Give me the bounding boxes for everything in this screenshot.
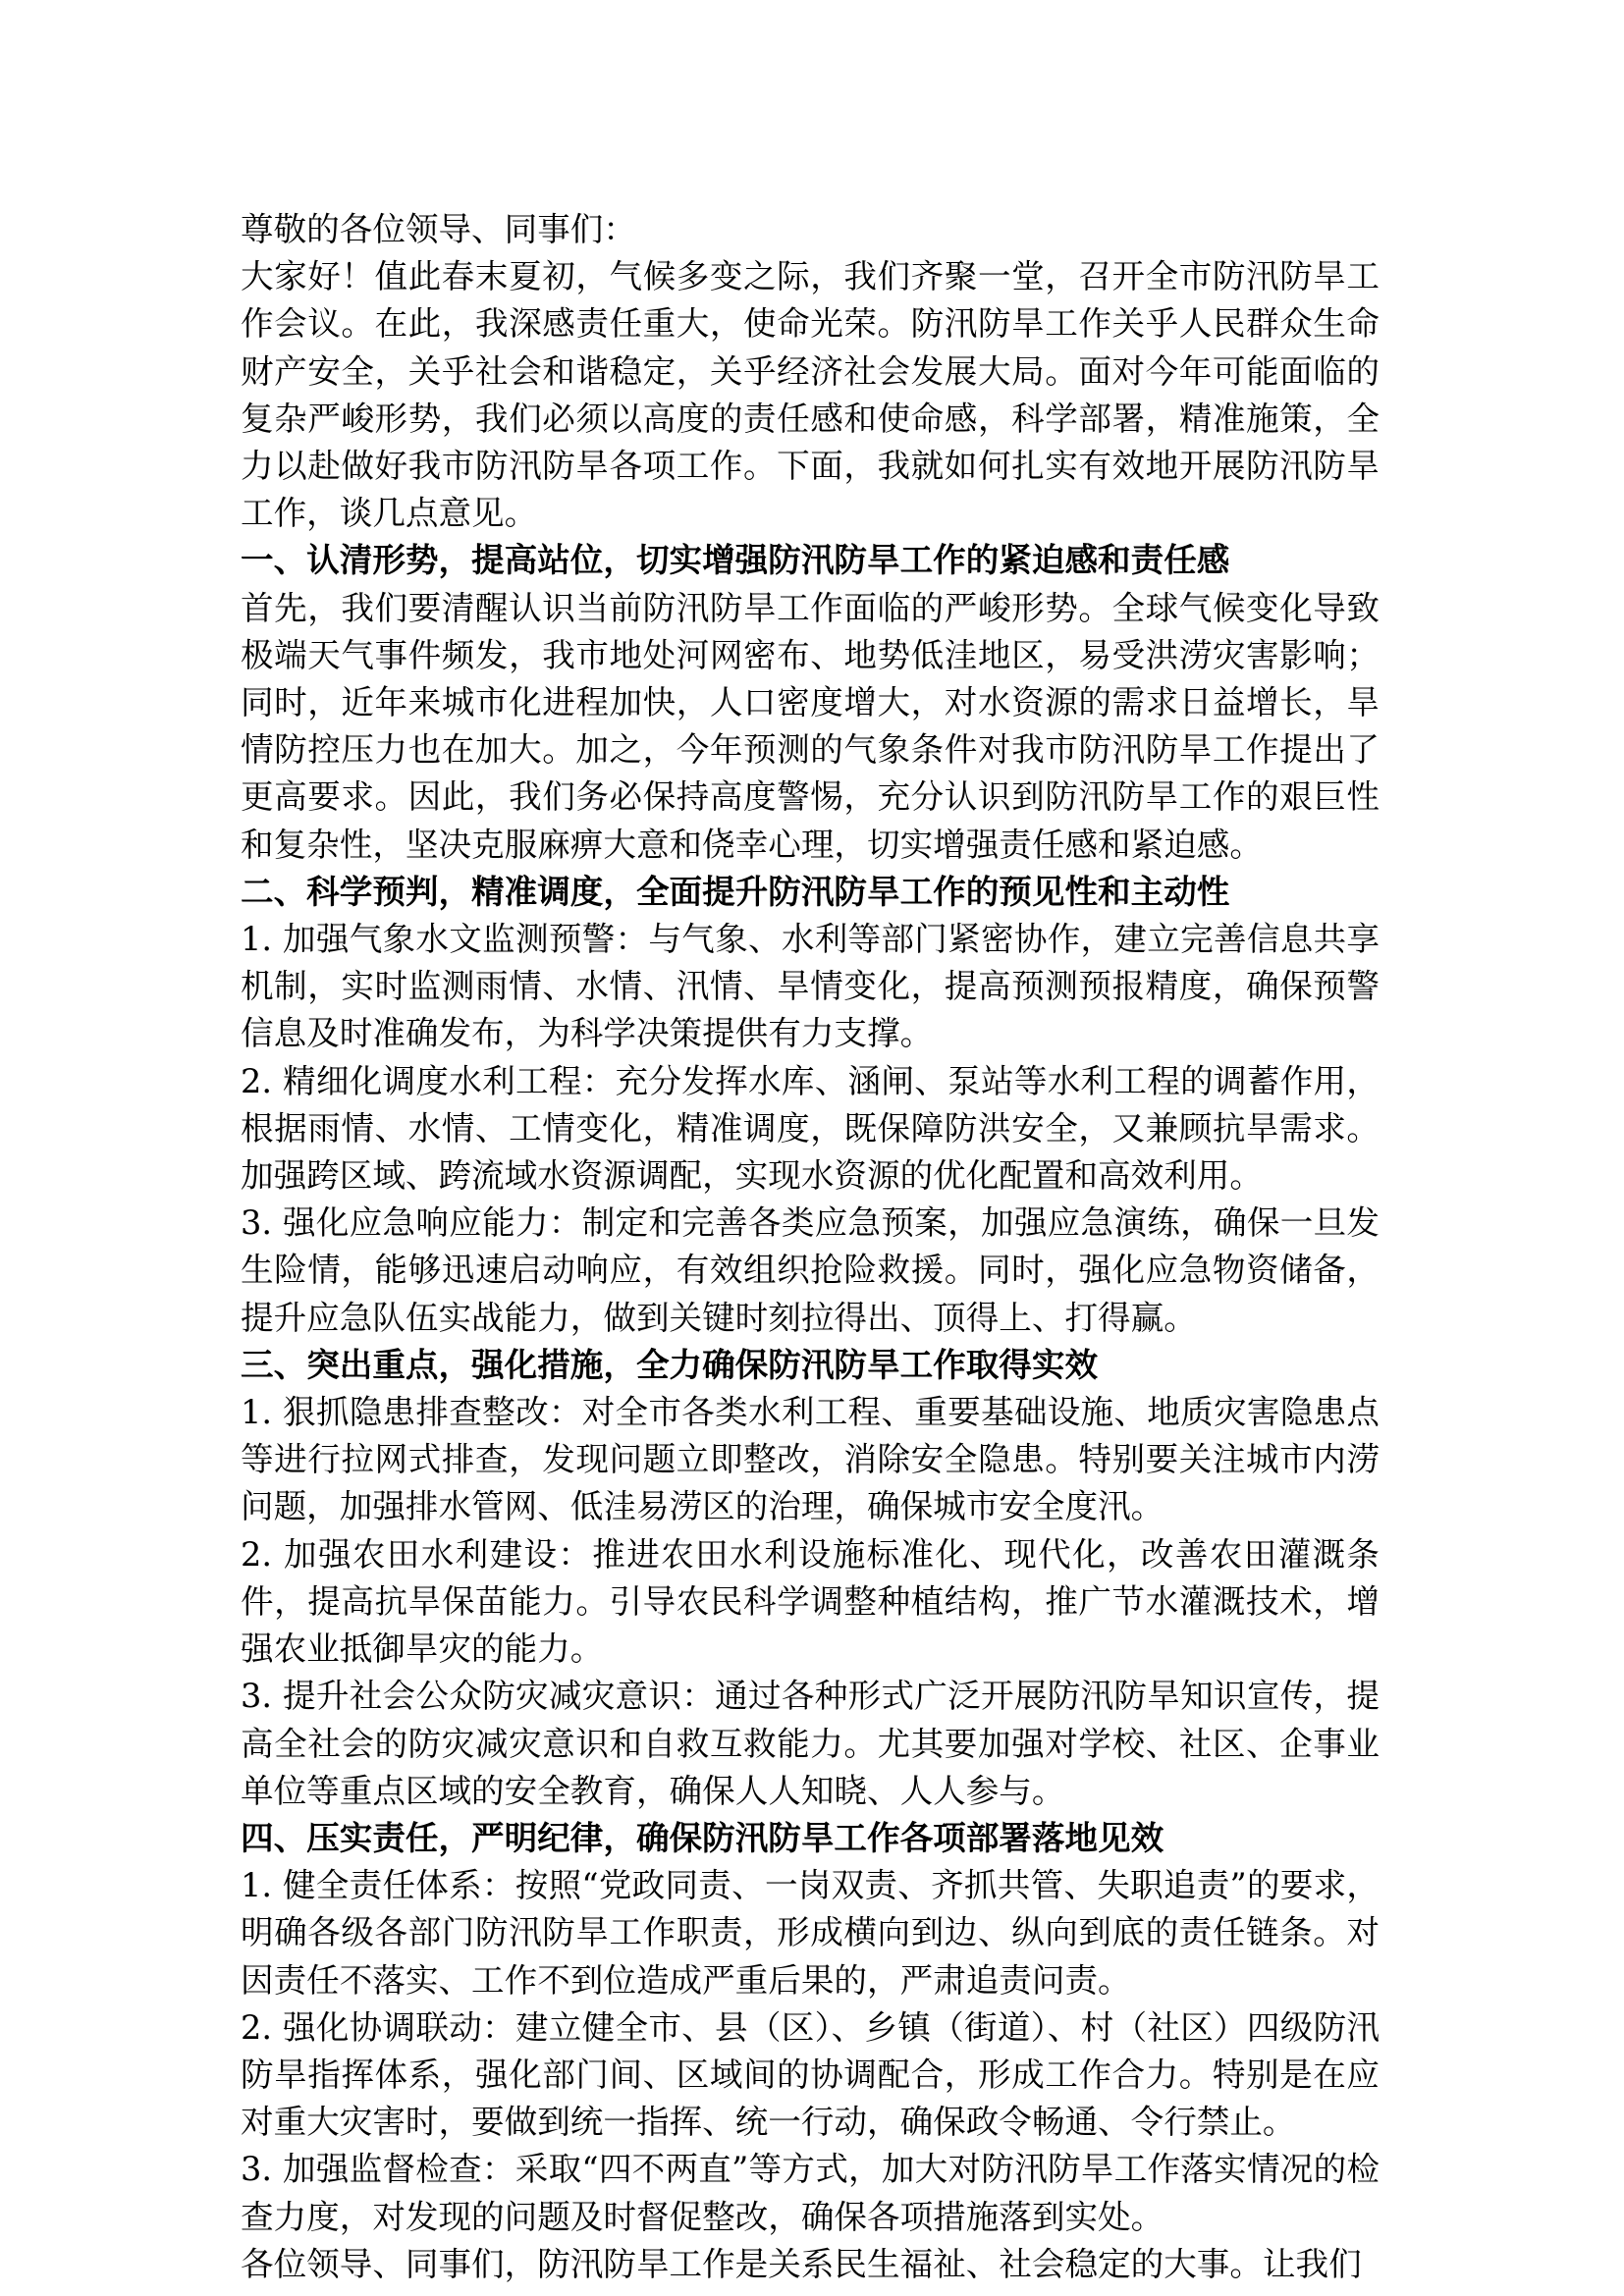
section-3-item-3: 3. 提升社会公众防灾减灾意识：通过各种形式广泛开展防汛防旱知识宣传，提高全社会的防灾减灾意识和自救互救能力。尤其要加强对学校、社区、企事业单位等重点区域的安全教育，确保人人知晓、人人参与。 bbox=[241, 1677, 1380, 1810]
section-2-item-1: 1. 加强气象水文监测预警：与气象、水利等部门紧密协作，建立完善信息共享机制，实时监测雨情、水情、汛情、旱情变化，提高预测预报精度，确保预警信息及时准确发布，为科学决策提供有力支撑。 bbox=[241, 920, 1380, 1053]
section-4-item-1: 1. 健全责任体系：按照“党政同责、一岗双责、齐抓共管、失职追责”的要求，明确各级各部门防汛防旱工作职责，形成横向到边、纵向到底的责任链条。对因责任不落实、工作不到位造成严重后果的，严肃追责问责。 bbox=[241, 1866, 1380, 2000]
section-1-paragraph-1: 首先，我们要清醒认识当前防汛防旱工作面临的严峻形势。全球气候变化导致极端天气事件频发，我市地处河网密布、地势低洼地区，易受洪涝灾害影响；同时，近年来城市化进程加快，人口密度增大，对水资源的需求日益增长，旱情防控压力也在加大。加之，今年预测的气象条件对我市防汛防旱工作提出了更高要求。因此，我们务必保持高度警惕，充分认识到防汛防旱工作的艰巨性和复杂性，坚决克服麻痹大意和侥幸心理，切实增强责任感和紧迫感。 bbox=[241, 588, 1380, 864]
intro-paragraph: 大家好！值此春末夏初，气候多变之际，我们齐聚一堂，召开全市防汛防旱工作会议。在此，我深感责任重大，使命光荣。防汛防旱工作关乎人民群众生命财产安全，关乎社会和谐稳定，关乎经济社会发展大局。面对今年可能面临的复杂严峻形势，我们必须以高度的责任感和使命感，科学部署，精准施策，全力以赴做好我市防汛防旱各项工作。下面，我就如何扎实有效地开展防汛防旱工作，谈几点意见。 bbox=[241, 257, 1380, 533]
section-2-item-2: 2. 精细化调度水利工程：充分发挥水库、涵闸、泵站等水利工程的调蓄作用，根据雨情、水情、工情变化，精准调度，既保障防洪安全，又兼顾抗旱需求。加强跨区域、跨流域水资源调配，实现水资源的优化配置和高效利用。 bbox=[241, 1061, 1380, 1196]
section-heading-2: 二、科学预判，精准调度，全面提升防汛防旱工作的预见性和主动性 bbox=[241, 872, 1230, 911]
section-3-item-2: 2. 加强农田水利建设：推进农田水利设施标准化、现代化，改善农田灌溉条件，提高抗旱保苗能力。引导农民科学调整种植结构，推广节水灌溉技术，增强农业抵御旱灾的能力。 bbox=[241, 1534, 1380, 1669]
section-heading-4: 四、压实责任，严明纪律，确保防汛防旱工作各项部署落地见效 bbox=[241, 1818, 1164, 1857]
section-3-item-1: 1. 狠抓隐患排查整改：对全市各类水利工程、重要基础设施、地质灾害隐患点等进行拉网式排查，发现问题立即整改，消除安全隐患。特别要关注城市内涝问题，加强排水管网、低洼易涝区的治理，确保城市安全度汛。 bbox=[241, 1393, 1380, 1526]
salutation: 尊敬的各位领导、同事们： bbox=[241, 210, 636, 248]
section-2-item-3: 3. 强化应急响应能力：制定和完善各类应急预案，加强应急演练，确保一旦发生险情，能够迅速启动响应，有效组织抢险救援。同时，强化应急物资储备，提升应急队伍实战能力，做到关键时刻拉得出、顶得上、打得赢。 bbox=[241, 1203, 1380, 1337]
document-page bbox=[241, 206, 1380, 2288]
section-heading-1: 一、认清形势，提高站位，切实增强防汛防旱工作的紧迫感和责任感 bbox=[241, 541, 1230, 580]
section-4-item-2: 2. 强化协调联动：建立健全市、县（区）、乡镇（街道）、村（社区）四级防汛防旱指挥体系，强化部门间、区域间的协调配合，形成工作合力。特别是在应对重大灾害时，要做到统一指挥、统一行动，确保政令畅通、令行禁止。 bbox=[241, 2007, 1380, 2142]
section-4-item-3: 3. 加强监督检查：采取“四不两直”等方式，加大对防汛防旱工作落实情况的检查力度，对发现的问题及时督促整改，确保各项措施落到实处。 bbox=[241, 2150, 1380, 2236]
section-heading-3: 三、突出重点，强化措施，全力确保防汛防旱工作取得实效 bbox=[241, 1345, 1099, 1384]
closing-paragraph: 各位领导、同事们，防汛防旱工作是关系民生福祉、社会稳定的大事。让我们 bbox=[241, 2244, 1362, 2283]
